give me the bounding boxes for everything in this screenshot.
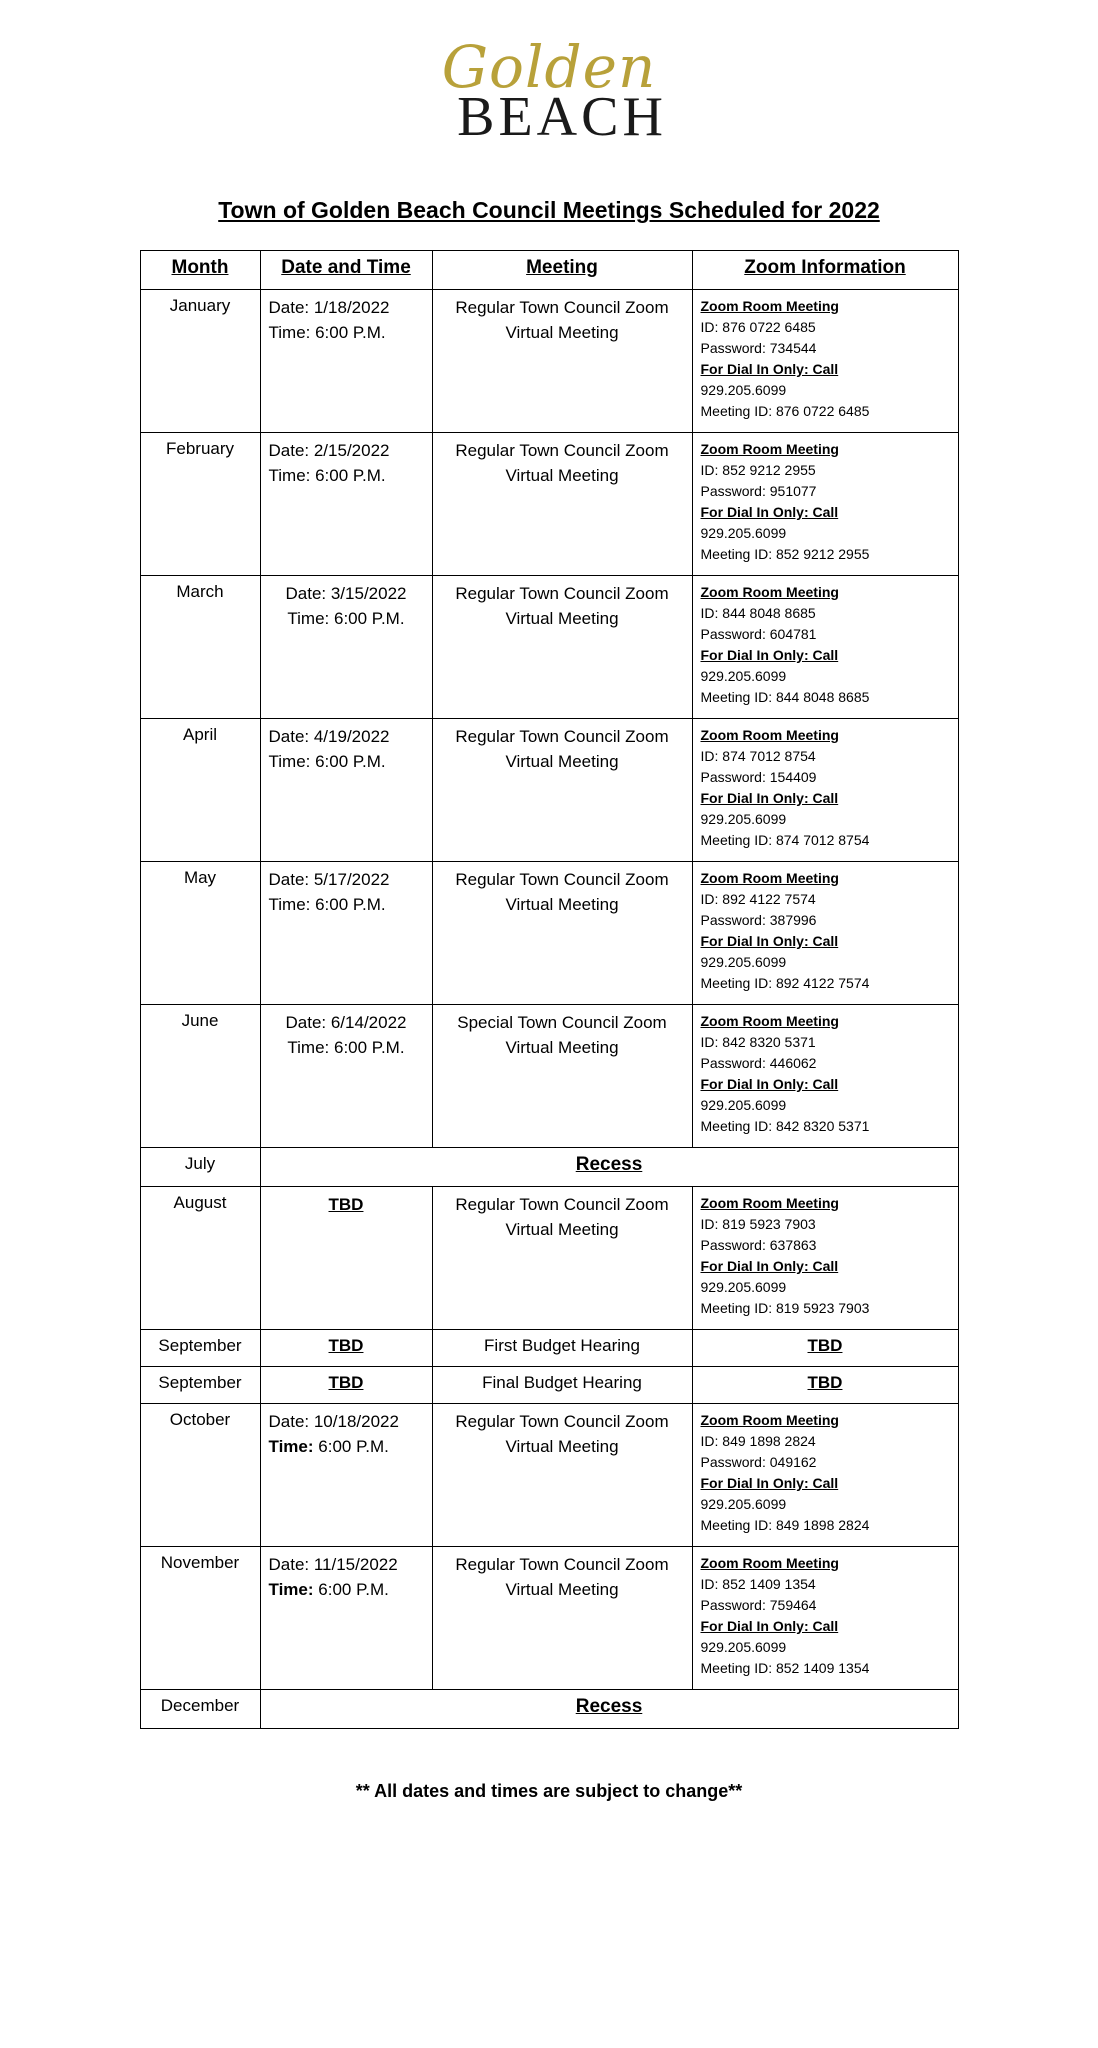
cell-month: October <box>140 1404 260 1547</box>
cell-zoom-info <box>692 1005 958 1148</box>
cell-meeting <box>432 719 692 862</box>
dial-in-phone: 929.205.6099 <box>700 1279 787 1296</box>
zoom-password: Password: 446062 <box>700 1055 817 1072</box>
table-row <box>140 576 958 719</box>
dial-in-meeting-id: Meeting ID: 852 9212 2955 <box>700 546 870 563</box>
meeting-line-2: Virtual Meeting <box>505 1579 619 1599</box>
zoom-room-heading: Zoom Room Meeting <box>700 1013 839 1030</box>
cell-meeting <box>432 290 692 433</box>
time-line <box>269 1578 424 1603</box>
cell-month: September <box>140 1367 260 1404</box>
zoom-id: ID: 852 9212 2955 <box>700 462 816 479</box>
date-line: Date: 1/18/2022 <box>268 298 390 318</box>
cell-month: January <box>140 290 260 433</box>
cell-month: February <box>140 433 260 576</box>
zoom-room-heading: Zoom Room Meeting <box>700 1195 839 1212</box>
cell-month: December <box>140 1690 260 1729</box>
cell-zoom-info <box>692 862 958 1005</box>
table-row <box>140 1005 958 1148</box>
zoom-password: Password: 387996 <box>700 912 817 929</box>
meeting-line-2: Virtual Meeting <box>505 751 619 771</box>
cell-month: July <box>140 1148 260 1187</box>
table-row <box>140 1547 958 1690</box>
zoom-id: ID: 819 5923 7903 <box>700 1216 816 1233</box>
dial-in-heading: For Dial In Only: Call <box>700 933 839 950</box>
cell-month: November <box>140 1547 260 1690</box>
table-row <box>140 719 958 862</box>
cell-month: March <box>140 576 260 719</box>
zoom-id: ID: 874 7012 8754 <box>700 748 816 765</box>
zoom-room-heading: Zoom Room Meeting <box>700 870 839 887</box>
meeting-line-1: Regular Town Council Zoom <box>455 1195 669 1215</box>
meeting-line-1: Regular Town Council Zoom <box>455 584 669 604</box>
dial-in-heading: For Dial In Only: Call <box>700 1076 839 1093</box>
zoom-password: Password: 734544 <box>700 340 817 357</box>
time-line <box>269 1435 424 1460</box>
meeting-schedule-table <box>140 250 959 1729</box>
time-value: 6:00 P.M. <box>313 1436 389 1456</box>
dial-in-heading: For Dial In Only: Call <box>700 1258 839 1275</box>
meeting-line-1: Regular Town Council Zoom <box>455 727 669 747</box>
table-row <box>140 1187 958 1330</box>
dial-in-phone: 929.205.6099 <box>700 668 787 685</box>
meeting-line-1: Special Town Council Zoom <box>457 1013 667 1033</box>
cell-month: August <box>140 1187 260 1330</box>
time-value: 6:00 P.M. <box>313 1579 389 1599</box>
zoom-room-heading: Zoom Room Meeting <box>700 727 839 744</box>
zoom-password: Password: 604781 <box>700 626 817 643</box>
dial-in-phone: 929.205.6099 <box>700 382 787 399</box>
table-row <box>140 1404 958 1547</box>
column-header-meeting: Meeting <box>432 251 692 290</box>
dial-in-meeting-id: Meeting ID: 819 5923 7903 <box>700 1300 870 1317</box>
cell-zoom-info <box>692 290 958 433</box>
dial-in-meeting-id: Meeting ID: 892 4122 7574 <box>700 975 870 992</box>
zoom-password: Password: 049162 <box>700 1454 817 1471</box>
dial-in-meeting-id: Meeting ID: 876 0722 6485 <box>700 403 870 420</box>
time-line: Time: 6:00 P.M. <box>268 465 386 485</box>
zoom-password: Password: 637863 <box>700 1237 817 1254</box>
cell-meeting: Final Budget Hearing <box>432 1367 692 1404</box>
cell-date-time <box>260 290 432 433</box>
cell-zoom-info: TBD <box>692 1367 958 1404</box>
date-line: Date: 3/15/2022 <box>285 584 407 604</box>
logo-beach-text: BEACH <box>457 86 667 149</box>
dial-in-heading: For Dial In Only: Call <box>700 1618 839 1635</box>
time-line: Time: 6:00 P.M. <box>268 322 386 342</box>
column-header-date-time: Date and Time <box>260 251 432 290</box>
zoom-id: ID: 852 1409 1354 <box>700 1576 816 1593</box>
time-label: Time: <box>268 1579 314 1599</box>
meeting-line-1: Regular Town Council Zoom <box>455 441 669 461</box>
zoom-room-heading: Zoom Room Meeting <box>700 1555 839 1572</box>
table-row <box>140 433 958 576</box>
dial-in-heading: For Dial In Only: Call <box>700 790 839 807</box>
table-row <box>140 862 958 1005</box>
cell-date-time: TBD <box>260 1367 432 1404</box>
date-line: Date: 5/17/2022 <box>268 870 390 890</box>
date-tbd: TBD <box>328 1195 364 1215</box>
cell-date-time <box>260 862 432 1005</box>
zoom-id: ID: 849 1898 2824 <box>700 1433 816 1450</box>
dial-in-phone: 929.205.6099 <box>700 1496 787 1513</box>
cell-month: April <box>140 719 260 862</box>
time-line: Time: 6:00 P.M. <box>268 894 386 914</box>
meeting-line-1: Regular Town Council Zoom <box>455 1412 669 1432</box>
meeting-line-2: Virtual Meeting <box>505 1037 619 1057</box>
zoom-password: Password: 951077 <box>700 483 817 500</box>
cell-zoom-info <box>692 1404 958 1547</box>
table-row <box>140 1330 958 1367</box>
column-header-zoom-information: Zoom Information <box>692 251 958 290</box>
cell-meeting <box>432 862 692 1005</box>
meeting-line-1: Regular Town Council Zoom <box>455 298 669 318</box>
dial-in-phone: 929.205.6099 <box>700 811 787 828</box>
dial-in-meeting-id: Meeting ID: 842 8320 5371 <box>700 1118 870 1135</box>
logo-golden-text: Golden <box>441 33 657 101</box>
cell-date-time <box>260 433 432 576</box>
cell-meeting: First Budget Hearing <box>432 1330 692 1367</box>
dial-in-heading: For Dial In Only: Call <box>700 647 839 664</box>
cell-meeting <box>432 1547 692 1690</box>
meeting-line-1: Regular Town Council Zoom <box>455 870 669 890</box>
page-title: Town of Golden Beach Council Meetings Scheduled for 2022 <box>218 197 880 224</box>
meeting-line-1: Regular Town Council Zoom <box>455 1555 669 1575</box>
cell-zoom-info <box>692 1547 958 1690</box>
town-logo <box>0 0 1098 151</box>
meeting-line-2: Virtual Meeting <box>505 894 619 914</box>
cell-meeting <box>432 433 692 576</box>
zoom-id: ID: 844 8048 8685 <box>700 605 816 622</box>
zoom-password: Password: 759464 <box>700 1597 817 1614</box>
zoom-room-heading: Zoom Room Meeting <box>700 584 839 601</box>
meeting-line-2: Virtual Meeting <box>505 1436 619 1456</box>
cell-date-time <box>260 1404 432 1547</box>
zoom-id: ID: 892 4122 7574 <box>700 891 816 908</box>
date-line: Date: 11/15/2022 <box>268 1555 398 1575</box>
meeting-line-2: Virtual Meeting <box>505 322 619 342</box>
cell-zoom-info <box>692 719 958 862</box>
time-line: Time: 6:00 P.M. <box>268 751 386 771</box>
table-row <box>140 1148 958 1187</box>
cell-month: June <box>140 1005 260 1148</box>
column-header-month: Month <box>140 251 260 290</box>
cell-meeting <box>432 1187 692 1330</box>
dial-in-meeting-id: Meeting ID: 849 1898 2824 <box>700 1517 870 1534</box>
table-header-row <box>140 251 958 290</box>
table-row <box>140 1367 958 1404</box>
dial-in-heading: For Dial In Only: Call <box>700 361 839 378</box>
dial-in-phone: 929.205.6099 <box>700 1639 787 1656</box>
cell-date-time: TBD <box>260 1330 432 1367</box>
cell-meeting <box>432 576 692 719</box>
cell-meeting <box>432 1404 692 1547</box>
cell-month: September <box>140 1330 260 1367</box>
zoom-room-heading: Zoom Room Meeting <box>700 1412 839 1429</box>
cell-recess: Recess <box>260 1148 958 1187</box>
cell-zoom-info <box>692 433 958 576</box>
time-line: Time: 6:00 P.M. <box>287 1037 405 1057</box>
dial-in-meeting-id: Meeting ID: 874 7012 8754 <box>700 832 870 849</box>
table-row <box>140 1690 958 1729</box>
time-line: Time: 6:00 P.M. <box>287 608 405 628</box>
date-line: Date: 10/18/2022 <box>268 1412 399 1432</box>
dial-in-heading: For Dial In Only: Call <box>700 1475 839 1492</box>
zoom-password: Password: 154409 <box>700 769 817 786</box>
footnote-disclaimer: ** All dates and times are subject to change** <box>355 1781 743 1802</box>
cell-date-time <box>260 576 432 719</box>
date-line: Date: 4/19/2022 <box>268 727 390 747</box>
cell-date-time <box>260 1005 432 1148</box>
zoom-room-heading: Zoom Room Meeting <box>700 298 839 315</box>
meeting-line-2: Virtual Meeting <box>505 1219 619 1239</box>
date-line: Date: 6/14/2022 <box>285 1013 407 1033</box>
table-row <box>140 290 958 433</box>
zoom-id: ID: 842 8320 5371 <box>700 1034 816 1051</box>
meeting-line-2: Virtual Meeting <box>505 465 619 485</box>
dial-in-meeting-id: Meeting ID: 852 1409 1354 <box>700 1660 870 1677</box>
cell-date-time <box>260 719 432 862</box>
cell-date-time <box>260 1547 432 1690</box>
cell-zoom-info <box>692 1187 958 1330</box>
cell-month: May <box>140 862 260 1005</box>
cell-zoom-info <box>692 576 958 719</box>
meeting-line-2: Virtual Meeting <box>505 608 619 628</box>
dial-in-phone: 929.205.6099 <box>700 954 787 971</box>
dial-in-heading: For Dial In Only: Call <box>700 504 839 521</box>
zoom-id: ID: 876 0722 6485 <box>700 319 816 336</box>
dial-in-meeting-id: Meeting ID: 844 8048 8685 <box>700 689 870 706</box>
cell-meeting <box>432 1005 692 1148</box>
date-line: Date: 2/15/2022 <box>268 441 390 461</box>
zoom-room-heading: Zoom Room Meeting <box>700 441 839 458</box>
dial-in-phone: 929.205.6099 <box>700 525 787 542</box>
cell-date-time <box>260 1187 432 1330</box>
cell-zoom-info: TBD <box>692 1330 958 1367</box>
time-label: Time: <box>268 1436 314 1456</box>
cell-recess: Recess <box>260 1690 958 1729</box>
dial-in-phone: 929.205.6099 <box>700 1097 787 1114</box>
